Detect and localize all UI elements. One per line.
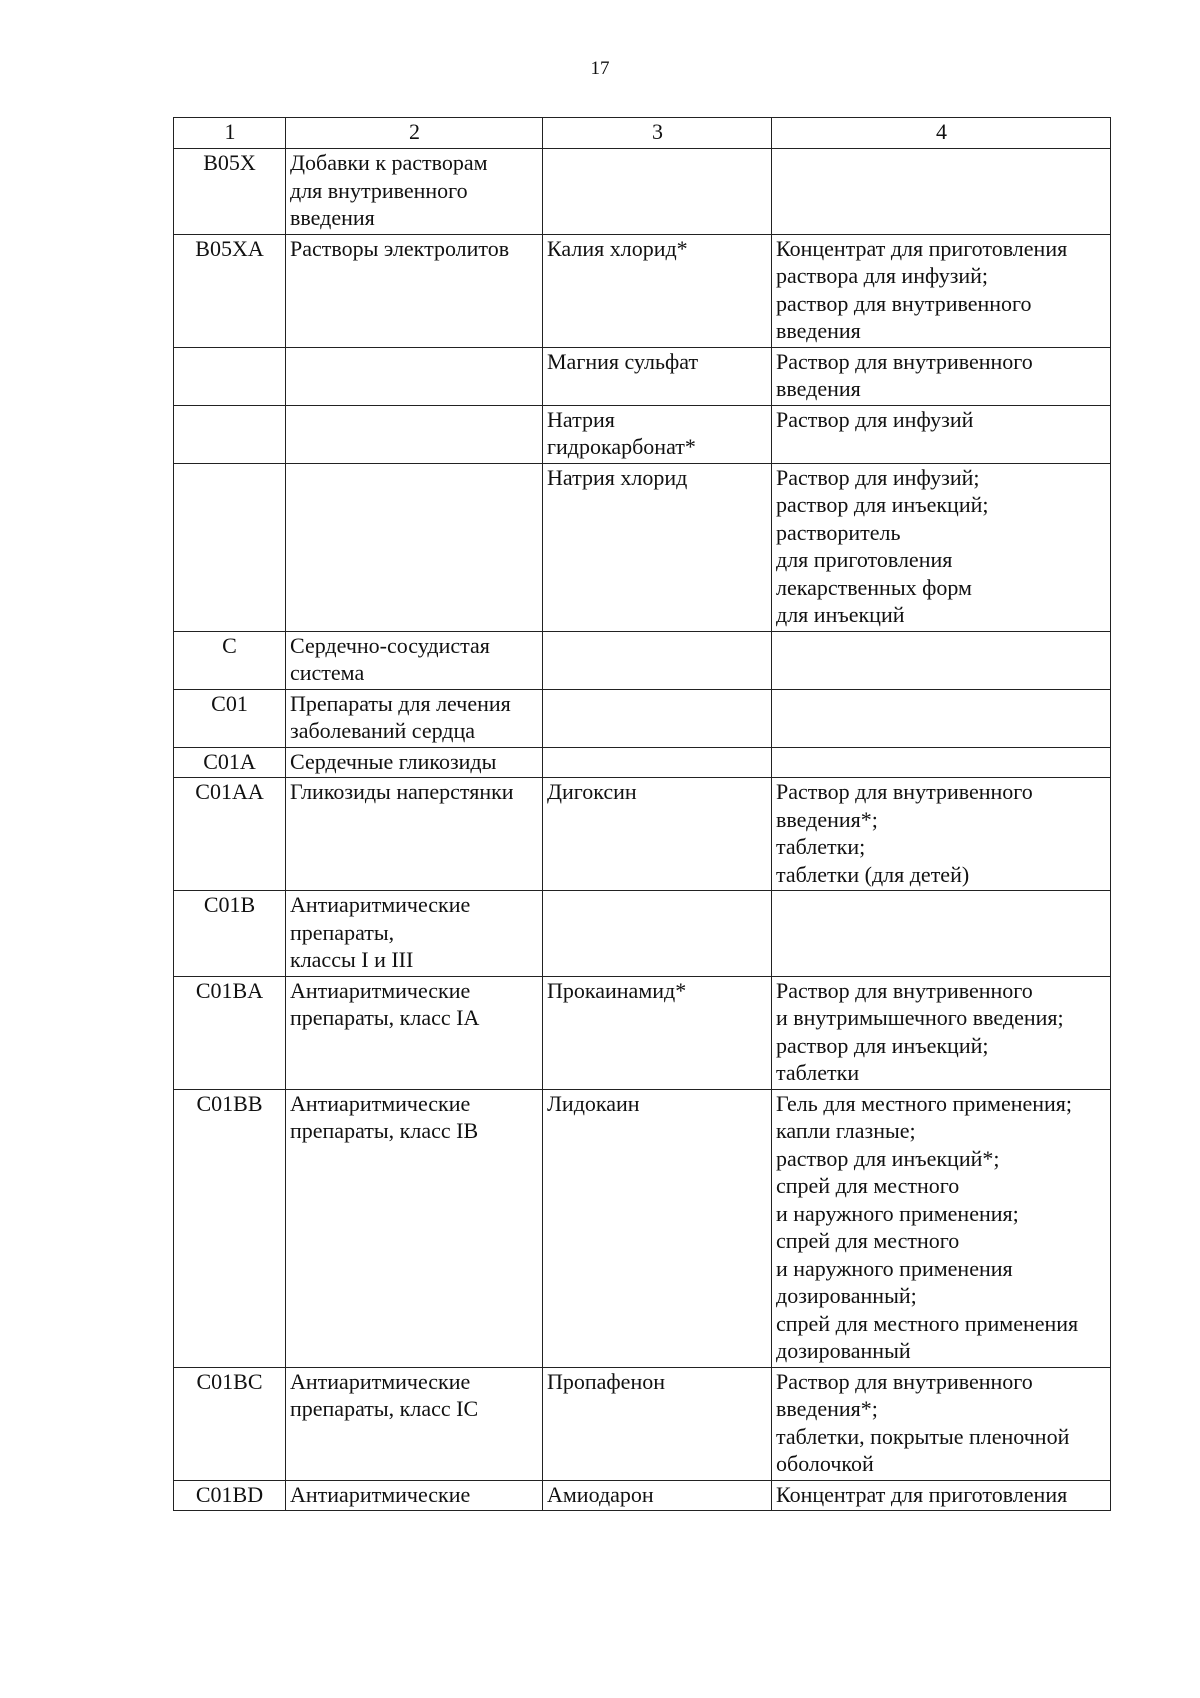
column-header: 3	[543, 118, 772, 149]
table-row	[174, 1089, 1111, 1367]
dosage-form-cell: Раствор для внутривенного и внутримышечного введения; раствор для инъекций; таблетки	[772, 976, 1111, 1089]
pharmacological-group-cell: Антиаритмические препараты, классы I и III	[286, 891, 543, 977]
pharmacological-group-cell: Сердечные гликозиды	[286, 747, 543, 778]
drug-name-cell: Прокаинамид*	[543, 976, 772, 1089]
table-row	[174, 1367, 1111, 1480]
drug-name-cell: Калия хлорид*	[543, 234, 772, 347]
dosage-form-cell: Раствор для внутривенного введения	[772, 347, 1111, 405]
drug-name-cell: Дигоксин	[543, 778, 772, 891]
drug-name-cell	[543, 631, 772, 689]
atc-code-cell: C01BD	[174, 1480, 286, 1511]
drug-name-cell	[543, 689, 772, 747]
atc-code-cell	[174, 347, 286, 405]
table-row	[174, 631, 1111, 689]
table-row	[174, 347, 1111, 405]
dosage-form-cell	[772, 631, 1111, 689]
atc-code-cell: C01A	[174, 747, 286, 778]
dosage-form-cell	[772, 747, 1111, 778]
pharmacological-group-cell: Добавки к растворам для внутривенного введения	[286, 149, 543, 235]
drug-name-cell	[543, 149, 772, 235]
atc-code-cell: C01BA	[174, 976, 286, 1089]
dosage-form-cell: Концентрат для приготовления раствора для инфузий; раствор для внутривенного введения	[772, 234, 1111, 347]
pharmacological-group-cell	[286, 405, 543, 463]
atc-code-cell	[174, 463, 286, 631]
table-header-row	[174, 118, 1111, 149]
pharmacological-group-cell	[286, 463, 543, 631]
drug-name-cell: Натрия хлорид	[543, 463, 772, 631]
drug-name-cell: Натрия гидрокарбонат*	[543, 405, 772, 463]
dosage-form-cell: Раствор для внутривенного введения*; таблетки, покрытые пленочной оболочкой	[772, 1367, 1111, 1480]
atc-code-cell: C	[174, 631, 286, 689]
atc-code-cell: C01B	[174, 891, 286, 977]
atc-code-cell: B05X	[174, 149, 286, 235]
drug-name-cell: Лидокаин	[543, 1089, 772, 1367]
dosage-form-cell: Гель для местного применения; капли глазные; раствор для инъекций*; спрей для местного и наружного применения; спрей для местного и наружного применения дозированный; спрей для местного применения дозированный	[772, 1089, 1111, 1367]
drug-name-cell	[543, 891, 772, 977]
atc-code-cell: C01AA	[174, 778, 286, 891]
atc-code-cell	[174, 405, 286, 463]
atc-drug-table	[173, 117, 1111, 1511]
table-row	[174, 149, 1111, 235]
dosage-form-cell: Концентрат для приготовления	[772, 1480, 1111, 1511]
table-row	[174, 1480, 1111, 1511]
drug-name-cell: Пропафенон	[543, 1367, 772, 1480]
pharmacological-group-cell: Гликозиды наперстянки	[286, 778, 543, 891]
column-header: 2	[286, 118, 543, 149]
pharmacological-group-cell: Препараты для лечения заболеваний сердца	[286, 689, 543, 747]
table-row	[174, 234, 1111, 347]
dosage-form-cell: Раствор для инфузий	[772, 405, 1111, 463]
pharmacological-group-cell: Антиаритмические препараты, класс IA	[286, 976, 543, 1089]
dosage-form-cell	[772, 891, 1111, 977]
pharmacological-group-cell: Антиаритмические препараты, класс IB	[286, 1089, 543, 1367]
table-row	[174, 405, 1111, 463]
table-row	[174, 891, 1111, 977]
drug-name-cell: Амиодарон	[543, 1480, 772, 1511]
dosage-form-cell	[772, 149, 1111, 235]
atc-code-cell: C01	[174, 689, 286, 747]
page-number: 17	[590, 58, 610, 79]
dosage-form-cell	[772, 689, 1111, 747]
atc-code-cell: C01BB	[174, 1089, 286, 1367]
column-header: 1	[174, 118, 286, 149]
column-header: 4	[772, 118, 1111, 149]
pharmacological-group-cell	[286, 347, 543, 405]
pharmacological-group-cell: Растворы электролитов	[286, 234, 543, 347]
table-row	[174, 976, 1111, 1089]
table-row	[174, 747, 1111, 778]
pharmacological-group-cell: Антиаритмические	[286, 1480, 543, 1511]
dosage-form-cell: Раствор для инфузий; раствор для инъекций; растворитель для приготовления лекарственных форм для инъекций	[772, 463, 1111, 631]
atc-code-cell: B05XA	[174, 234, 286, 347]
table-row	[174, 463, 1111, 631]
dosage-form-cell: Раствор для внутривенного введения*; таблетки; таблетки (для детей)	[772, 778, 1111, 891]
table-row	[174, 778, 1111, 891]
pharmacological-group-cell: Антиаритмические препараты, класс IC	[286, 1367, 543, 1480]
atc-code-cell: C01BC	[174, 1367, 286, 1480]
pharmacological-group-cell: Сердечно-сосудистая система	[286, 631, 543, 689]
table-row	[174, 689, 1111, 747]
drug-name-cell: Магния сульфат	[543, 347, 772, 405]
drug-name-cell	[543, 747, 772, 778]
